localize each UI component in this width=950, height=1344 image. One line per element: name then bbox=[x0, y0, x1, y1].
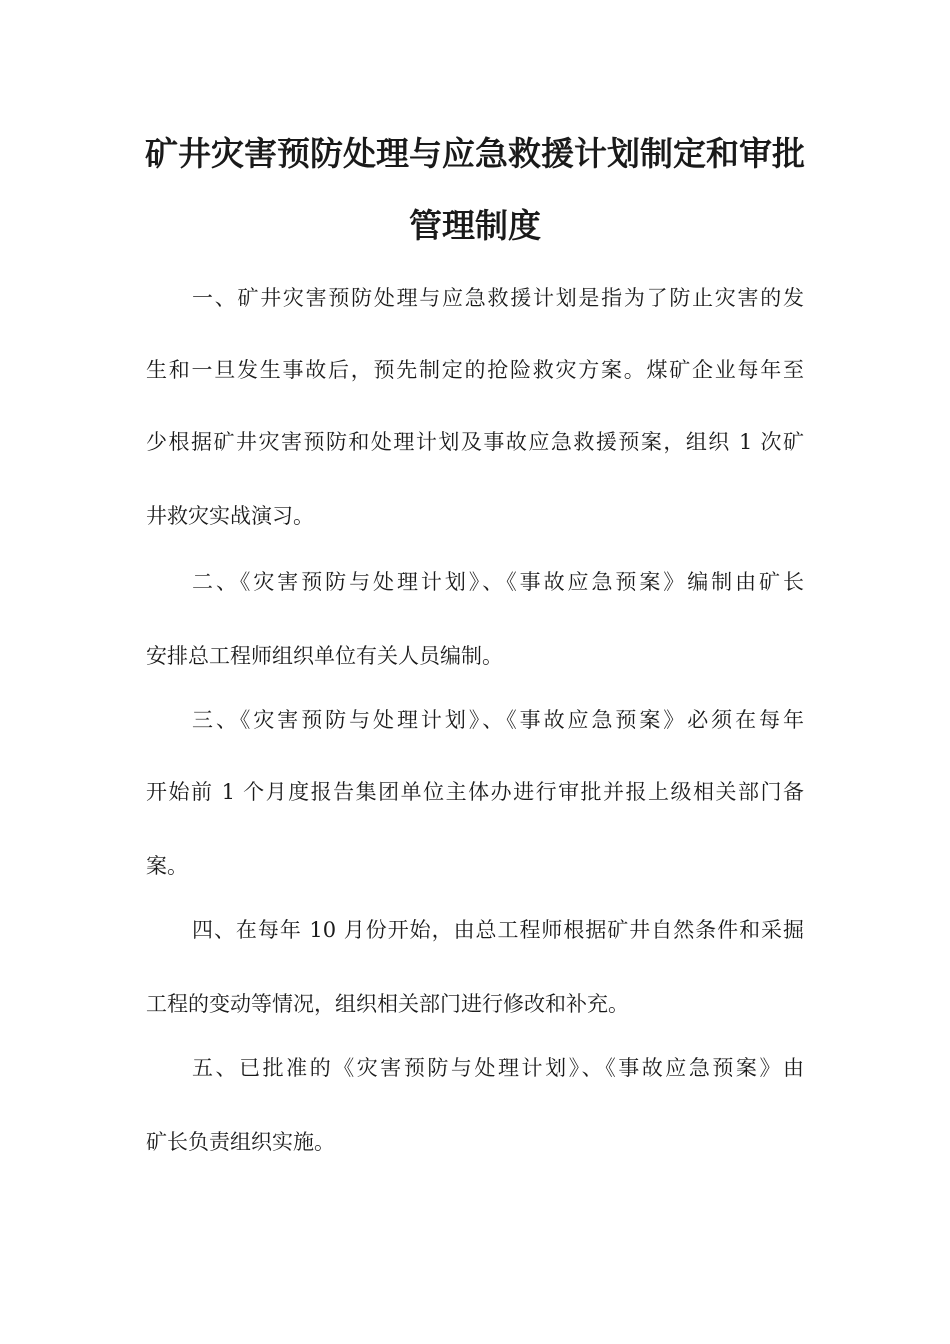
paragraph-1-line-3: 少根据矿井灾害预防和处理计划及事故应急救援预案，组织 1 次矿 bbox=[146, 430, 804, 454]
paragraph-5-line-1: 五、已批准的《灾害预防与处理计划》、《事故应急预案》由 bbox=[192, 1056, 804, 1080]
paragraph-1-line-4: 井救灾实战演习。 bbox=[146, 504, 314, 528]
paragraph-5-line-2: 矿长负责组织实施。 bbox=[146, 1130, 335, 1154]
paragraph-2-line-1: 二、《灾害预防与处理计划》、《事故应急预案》编制由矿长 bbox=[192, 570, 804, 594]
paragraph-4-line-2: 工程的变动等情况，组织相关部门进行修改和补充。 bbox=[146, 992, 629, 1016]
paragraph-3-line-2: 开始前 1 个月度报告集团单位主体办进行审批并报上级相关部门备 bbox=[146, 780, 804, 804]
paragraph-3-line-3: 案。 bbox=[146, 854, 188, 878]
document-title-line-2: 管理制度 bbox=[409, 206, 541, 245]
paragraph-1-line-1: 一、矿井灾害预防处理与应急救援计划是指为了防止灾害的发 bbox=[192, 286, 804, 310]
paragraph-2-line-2: 安排总工程师组织单位有关人员编制。 bbox=[146, 644, 503, 668]
paragraph-4-line-1: 四、在每年 10 月份开始，由总工程师根据矿井自然条件和采掘 bbox=[192, 918, 804, 942]
paragraph-1-line-2: 生和一旦发生事故后，预先制定的抢险救灾方案。煤矿企业每年至 bbox=[146, 358, 804, 382]
paragraph-3-line-1: 三、《灾害预防与处理计划》、《事故应急预案》必须在每年 bbox=[192, 708, 804, 732]
document-title-line-1: 矿井灾害预防处理与应急救援计划制定和审批 bbox=[145, 134, 805, 173]
